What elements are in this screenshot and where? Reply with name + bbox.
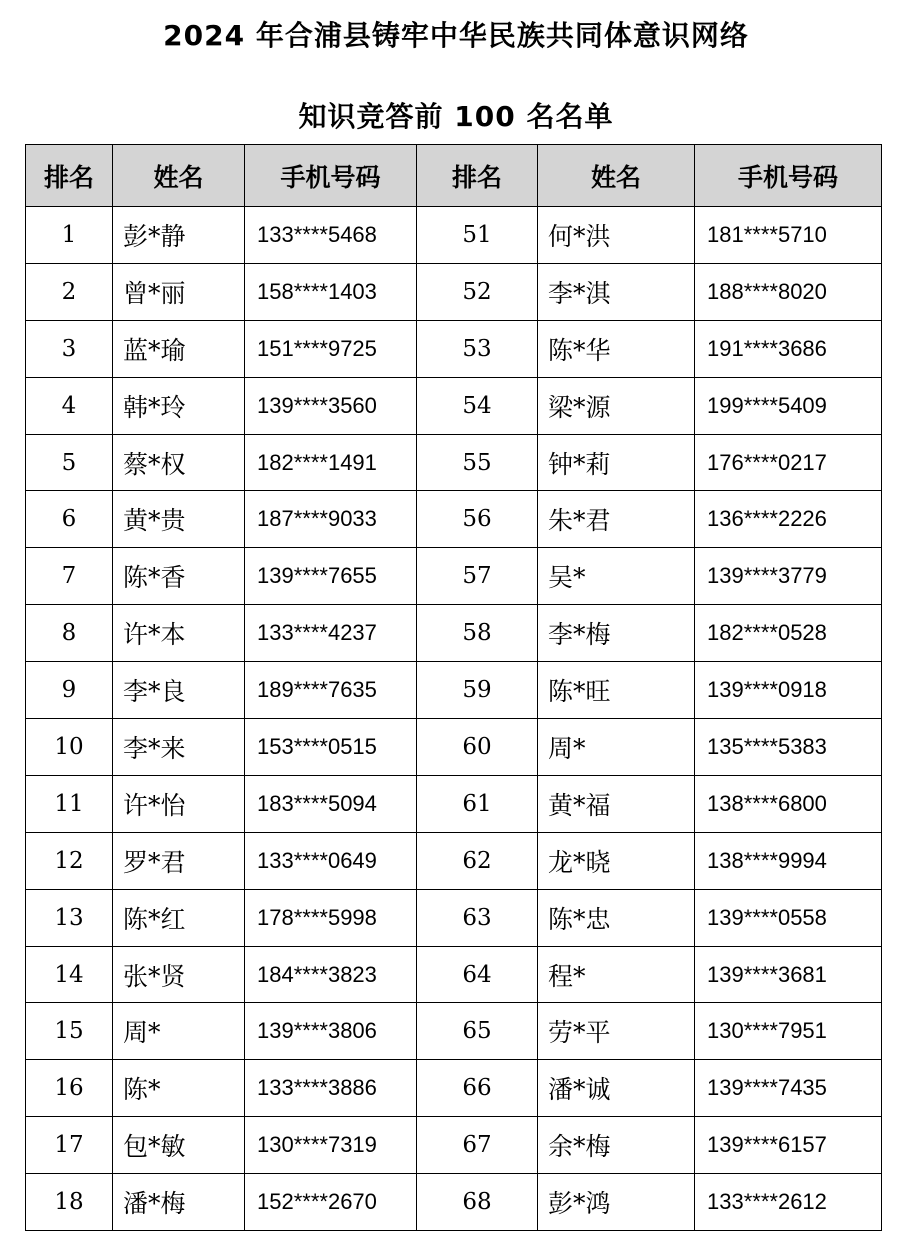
ranking-table	[25, 144, 882, 1231]
rank-cell: 9	[26, 662, 113, 719]
rank-cell: 10	[26, 719, 113, 776]
phone-cell: 138****9994	[695, 832, 882, 889]
name-cell: 彭*静	[113, 207, 245, 264]
name-cell: 罗*君	[113, 832, 245, 889]
table-row	[26, 889, 882, 946]
phone-cell: 182****0528	[695, 605, 882, 662]
rank-cell: 4	[26, 377, 113, 434]
phone-cell: 181****5710	[695, 207, 882, 264]
name-cell: 朱*君	[538, 491, 695, 548]
phone-cell: 151****9725	[245, 320, 417, 377]
rank-cell: 7	[26, 548, 113, 605]
table-row	[26, 832, 882, 889]
rank-cell: 8	[26, 605, 113, 662]
header-name-2: 姓名	[538, 145, 695, 207]
table-row	[26, 207, 882, 264]
rank-cell: 64	[417, 946, 538, 1003]
name-cell: 彭*鸿	[538, 1174, 695, 1231]
phone-cell: 133****4237	[245, 605, 417, 662]
phone-cell: 139****3806	[245, 1003, 417, 1060]
table-row	[26, 605, 882, 662]
rank-cell: 12	[26, 832, 113, 889]
name-cell: 蓝*瑜	[113, 320, 245, 377]
rank-cell: 54	[417, 377, 538, 434]
rank-cell: 3	[26, 320, 113, 377]
name-cell: 陈*香	[113, 548, 245, 605]
table-row	[26, 775, 882, 832]
rank-cell: 56	[417, 491, 538, 548]
name-cell: 吴*	[538, 548, 695, 605]
name-cell: 许*本	[113, 605, 245, 662]
name-cell: 黄*福	[538, 775, 695, 832]
phone-cell: 176****0217	[695, 434, 882, 491]
table-row	[26, 320, 882, 377]
phone-cell: 139****0558	[695, 889, 882, 946]
rank-cell: 14	[26, 946, 113, 1003]
name-cell: 陈*忠	[538, 889, 695, 946]
name-cell: 潘*梅	[113, 1174, 245, 1231]
name-cell: 潘*诚	[538, 1060, 695, 1117]
phone-cell: 189****7635	[245, 662, 417, 719]
phone-cell: 133****2612	[695, 1174, 882, 1231]
name-cell: 蔡*权	[113, 434, 245, 491]
table-row	[26, 548, 882, 605]
rank-cell: 13	[26, 889, 113, 946]
table-row	[26, 662, 882, 719]
name-cell: 梁*源	[538, 377, 695, 434]
table-row	[26, 1060, 882, 1117]
phone-cell: 133****5468	[245, 207, 417, 264]
name-cell: 钟*莉	[538, 434, 695, 491]
rank-cell: 59	[417, 662, 538, 719]
table-row	[26, 263, 882, 320]
header-name: 姓名	[113, 145, 245, 207]
rank-cell: 57	[417, 548, 538, 605]
name-cell: 包*敏	[113, 1117, 245, 1174]
name-cell: 李*梅	[538, 605, 695, 662]
rank-cell: 16	[26, 1060, 113, 1117]
name-cell: 张*贤	[113, 946, 245, 1003]
phone-cell: 135****5383	[695, 719, 882, 776]
name-cell: 许*怡	[113, 775, 245, 832]
rank-cell: 60	[417, 719, 538, 776]
phone-cell: 138****6800	[695, 775, 882, 832]
header-rank: 排名	[26, 145, 113, 207]
table-row	[26, 491, 882, 548]
table-row	[26, 1003, 882, 1060]
rank-cell: 58	[417, 605, 538, 662]
table-row	[26, 377, 882, 434]
phone-cell: 178****5998	[245, 889, 417, 946]
phone-cell: 153****0515	[245, 719, 417, 776]
phone-cell: 152****2670	[245, 1174, 417, 1231]
phone-cell: 139****0918	[695, 662, 882, 719]
name-cell: 李*良	[113, 662, 245, 719]
phone-cell: 130****7319	[245, 1117, 417, 1174]
table-row	[26, 719, 882, 776]
phone-cell: 139****7655	[245, 548, 417, 605]
rank-cell: 11	[26, 775, 113, 832]
name-cell: 龙*晓	[538, 832, 695, 889]
phone-cell: 188****8020	[695, 263, 882, 320]
name-cell: 何*洪	[538, 207, 695, 264]
table-header-row	[26, 145, 882, 207]
rank-cell: 53	[417, 320, 538, 377]
name-cell: 曾*丽	[113, 263, 245, 320]
phone-cell: 199****5409	[695, 377, 882, 434]
phone-cell: 183****5094	[245, 775, 417, 832]
phone-cell: 158****1403	[245, 263, 417, 320]
phone-cell: 130****7951	[695, 1003, 882, 1060]
rank-cell: 61	[417, 775, 538, 832]
rank-cell: 62	[417, 832, 538, 889]
phone-cell: 184****3823	[245, 946, 417, 1003]
rank-cell: 67	[417, 1117, 538, 1174]
name-cell: 陈*华	[538, 320, 695, 377]
rank-cell: 1	[26, 207, 113, 264]
phone-cell: 139****3560	[245, 377, 417, 434]
name-cell: 周*	[538, 719, 695, 776]
name-cell: 陈*	[113, 1060, 245, 1117]
name-cell: 陈*旺	[538, 662, 695, 719]
header-rank-2: 排名	[417, 145, 538, 207]
phone-cell: 139****3779	[695, 548, 882, 605]
phone-cell: 139****6157	[695, 1117, 882, 1174]
rank-cell: 15	[26, 1003, 113, 1060]
name-cell: 陈*红	[113, 889, 245, 946]
table-body	[26, 207, 882, 1231]
name-cell: 李*淇	[538, 263, 695, 320]
name-cell: 劳*平	[538, 1003, 695, 1060]
rank-cell: 55	[417, 434, 538, 491]
name-cell: 李*来	[113, 719, 245, 776]
name-cell: 韩*玲	[113, 377, 245, 434]
phone-cell: 136****2226	[695, 491, 882, 548]
rank-cell: 5	[26, 434, 113, 491]
phone-cell: 187****9033	[245, 491, 417, 548]
rank-cell: 2	[26, 263, 113, 320]
rank-cell: 51	[417, 207, 538, 264]
header-phone-2: 手机号码	[695, 145, 882, 207]
phone-cell: 182****1491	[245, 434, 417, 491]
rank-cell: 63	[417, 889, 538, 946]
rank-cell: 66	[417, 1060, 538, 1117]
table-row	[26, 1174, 882, 1231]
name-cell: 程*	[538, 946, 695, 1003]
document-title-line2: 知识竞答前 100 名名单	[298, 100, 614, 133]
rank-cell: 52	[417, 263, 538, 320]
rank-cell: 6	[26, 491, 113, 548]
phone-cell: 139****3681	[695, 946, 882, 1003]
rank-cell: 17	[26, 1117, 113, 1174]
phone-cell: 139****7435	[695, 1060, 882, 1117]
phone-cell: 133****0649	[245, 832, 417, 889]
name-cell: 黄*贵	[113, 491, 245, 548]
phone-cell: 133****3886	[245, 1060, 417, 1117]
phone-cell: 191****3686	[695, 320, 882, 377]
name-cell: 余*梅	[538, 1117, 695, 1174]
rank-cell: 18	[26, 1174, 113, 1231]
header-phone: 手机号码	[245, 145, 417, 207]
table-row	[26, 1117, 882, 1174]
rank-cell: 65	[417, 1003, 538, 1060]
document-title-line1: 2024 年合浦县铸牢中华民族共同体意识网络	[163, 19, 749, 52]
table-row	[26, 434, 882, 491]
rank-cell: 68	[417, 1174, 538, 1231]
name-cell: 周*	[113, 1003, 245, 1060]
table-row	[26, 946, 882, 1003]
